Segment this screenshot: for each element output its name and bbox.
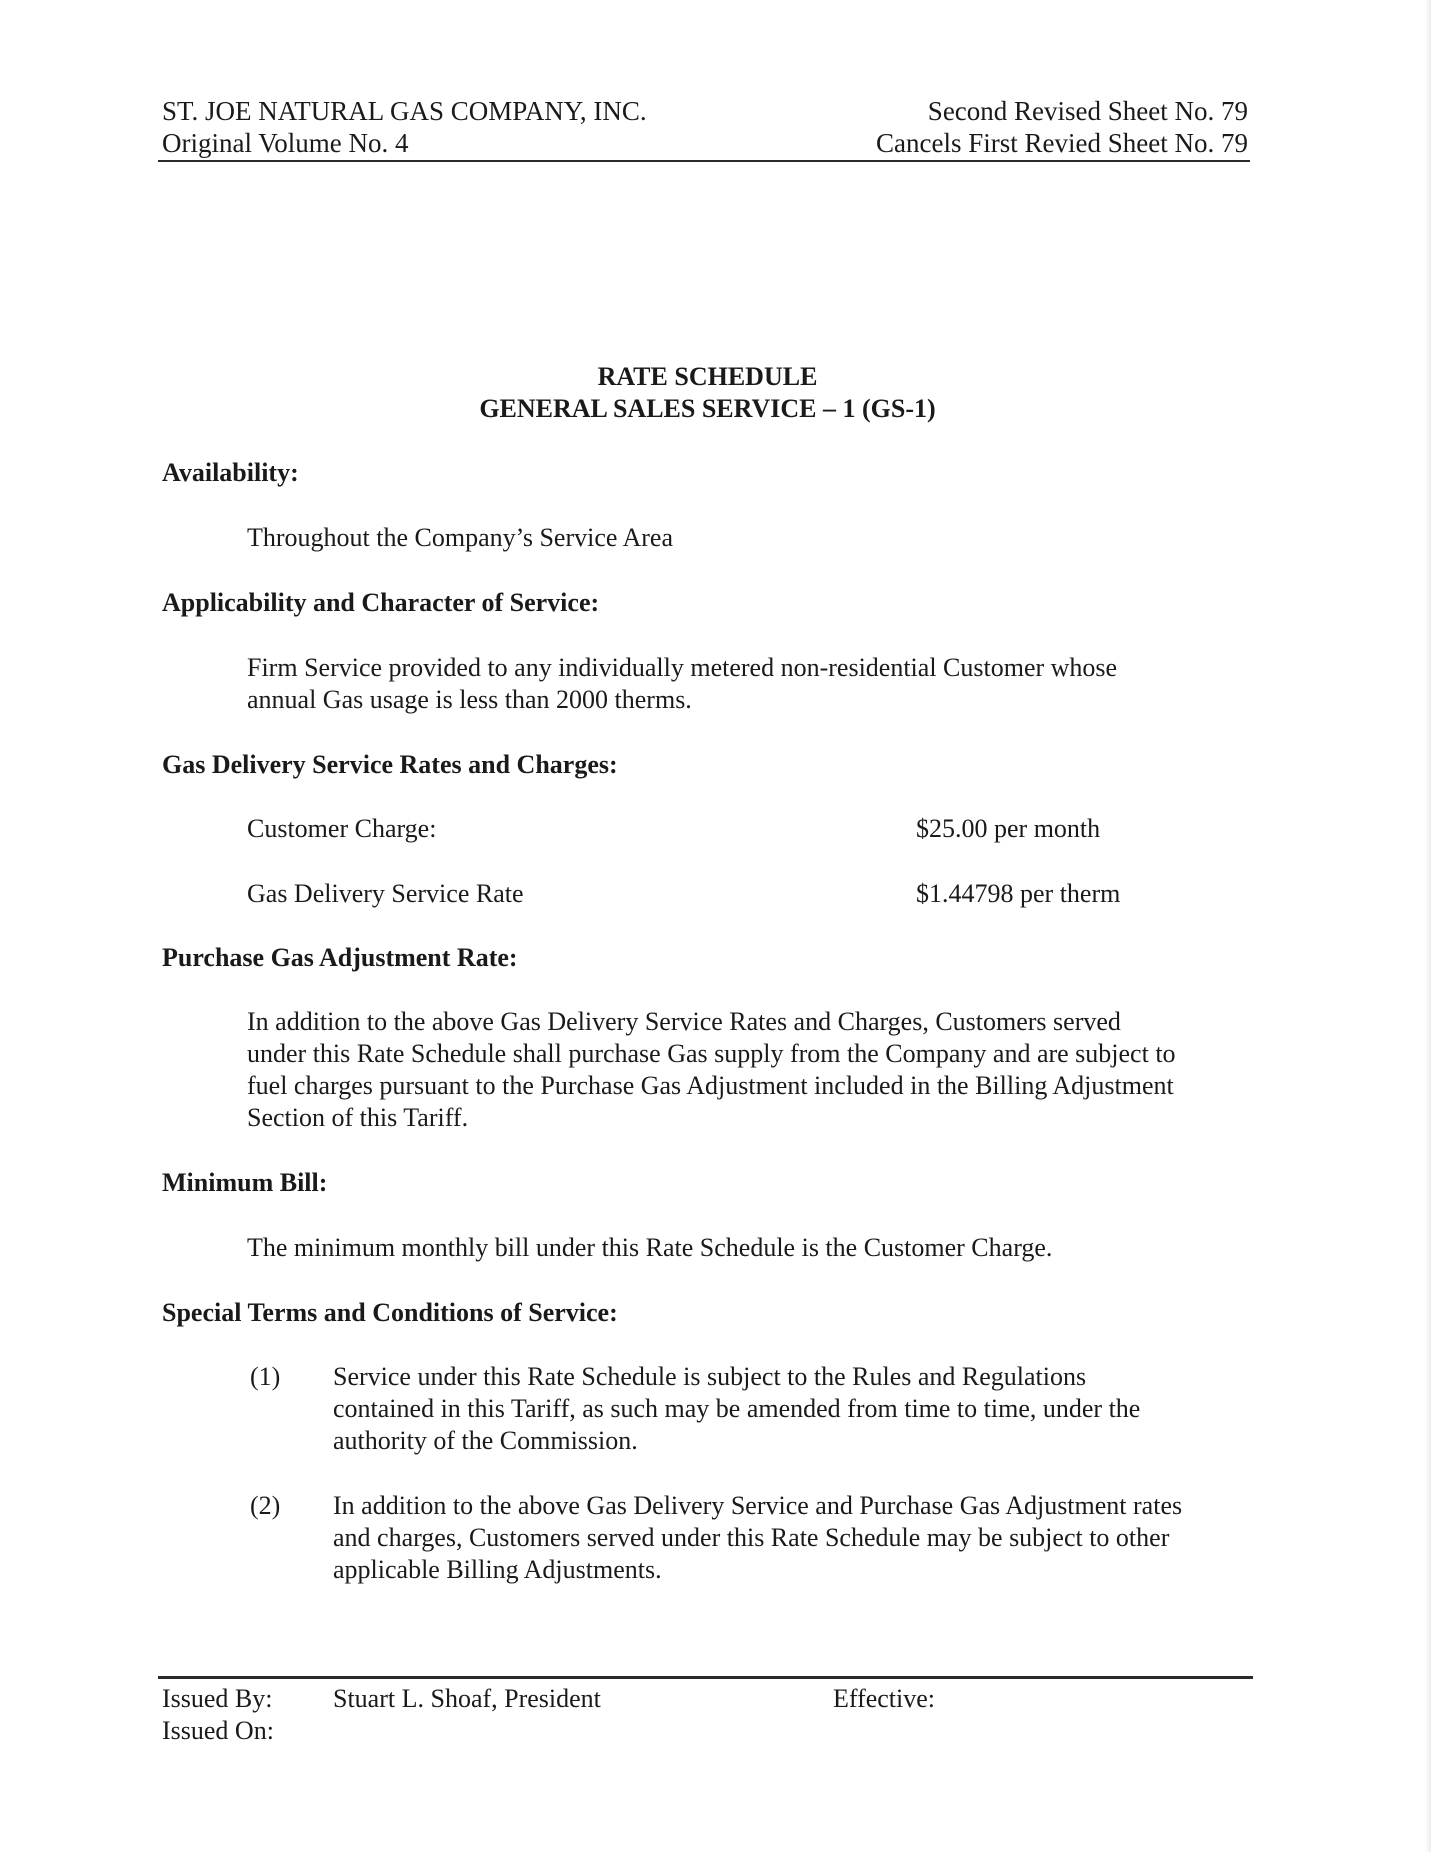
delivery-rate-label: Gas Delivery Service Rate	[247, 879, 524, 908]
delivery-rate-value: $1.44798 per therm	[916, 879, 1121, 908]
availability-text: Throughout the Company’s Service Area	[247, 523, 674, 552]
pga-line: In addition to the above Gas Delivery Service Rates and Charges, Customers served	[247, 1007, 1121, 1036]
effective-label: Effective:	[833, 1684, 936, 1713]
pga-line: fuel charges pursuant to the Purchase Gas Adjustment included in the Billing Adjustment	[247, 1071, 1174, 1100]
applicability-heading: Applicability and Character of Service:	[162, 588, 600, 617]
issued-on-label: Issued On:	[162, 1716, 274, 1745]
volume-number: Original Volume No. 4	[162, 128, 409, 158]
customer-charge-value: $25.00 per month	[916, 814, 1101, 843]
sheet-number: Second Revised Sheet No. 79	[927, 96, 1248, 126]
minimum-text: The minimum monthly bill under this Rate Schedule is the Customer Charge.	[247, 1233, 1053, 1262]
applicability-line: annual Gas usage is less than 2000 therms.	[247, 685, 692, 714]
special-heading: Special Terms and Conditions of Service:	[162, 1298, 618, 1327]
header-rule	[158, 160, 1250, 162]
issued-by-label: Issued By:	[162, 1684, 273, 1713]
pga-line: Section of this Tariff.	[247, 1103, 469, 1132]
title-line-2: GENERAL SALES SERVICE – 1 (GS-1)	[479, 394, 936, 423]
customer-charge-label: Customer Charge:	[247, 814, 437, 843]
item-line: and charges, Customers served under this Rate Schedule may be subject to other	[333, 1523, 1170, 1552]
pga-line: under this Rate Schedule shall purchase Gas supply from the Company and are subject to	[247, 1039, 1176, 1068]
item-line: Service under this Rate Schedule is subject to the Rules and Regulations	[333, 1362, 1087, 1391]
item-line: applicable Billing Adjustments.	[333, 1555, 662, 1584]
item-number: (2)	[250, 1491, 281, 1520]
company-name: ST. JOE NATURAL GAS COMPANY, INC.	[162, 96, 647, 126]
scan-edge-shadow	[1425, 0, 1431, 1852]
item-line: In addition to the above Gas Delivery Service and Purchase Gas Adjustment rates	[333, 1491, 1183, 1520]
item-line: authority of the Commission.	[333, 1426, 638, 1455]
footer-rule	[158, 1676, 1253, 1679]
applicability-line: Firm Service provided to any individually metered non-residential Customer whose	[247, 653, 1118, 682]
availability-heading: Availability:	[162, 458, 299, 487]
item-line: contained in this Tariff, as such may be amended from time to time, under the	[333, 1394, 1141, 1423]
pga-heading: Purchase Gas Adjustment Rate:	[162, 943, 518, 972]
title-line-1: RATE SCHEDULE	[597, 362, 818, 391]
minimum-heading: Minimum Bill:	[162, 1168, 328, 1197]
delivery-heading: Gas Delivery Service Rates and Charges:	[162, 750, 618, 779]
issued-by-value: Stuart L. Shoaf, President	[333, 1684, 601, 1713]
item-number: (1)	[250, 1362, 281, 1391]
cancels-sheet: Cancels First Revied Sheet No. 79	[876, 128, 1248, 158]
